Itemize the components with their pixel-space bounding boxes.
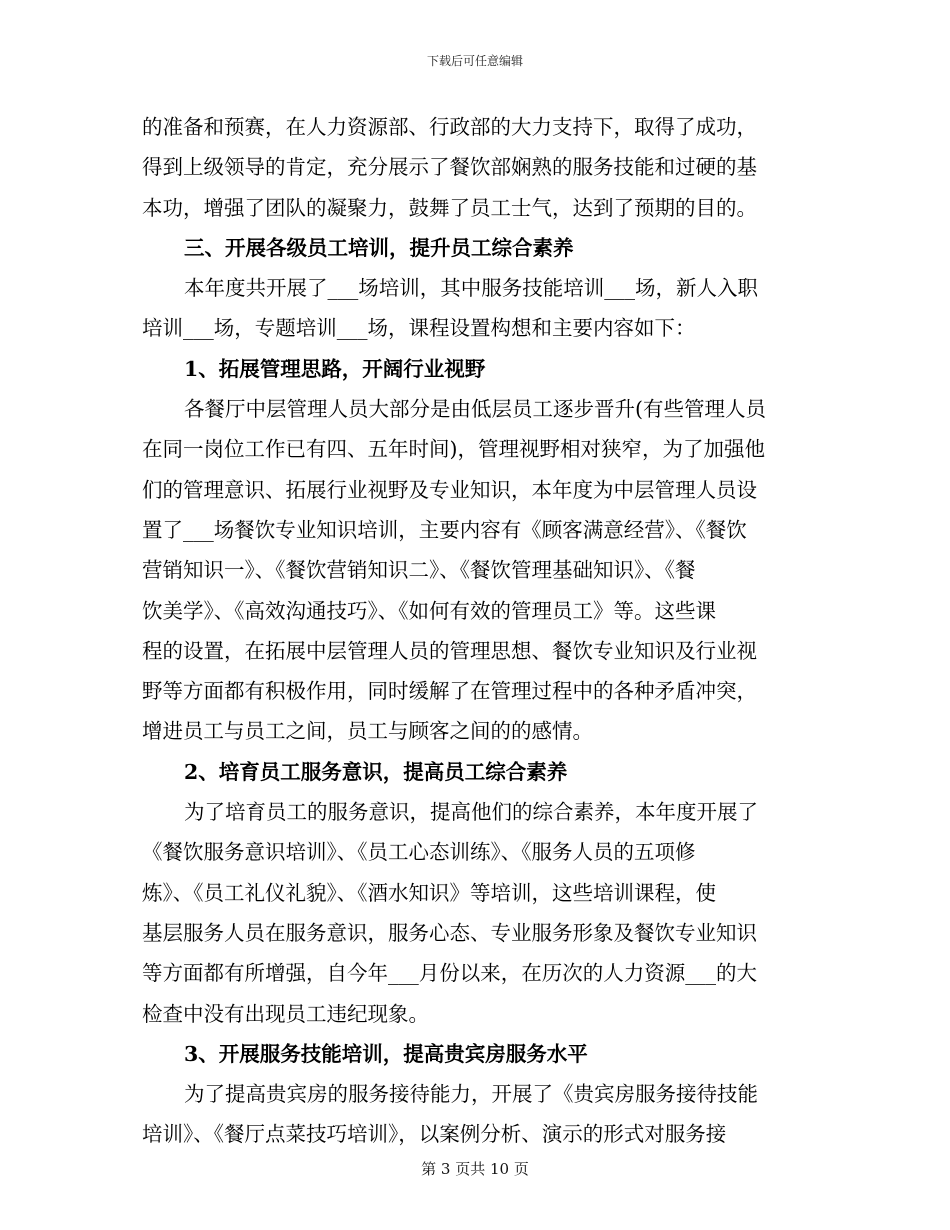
text-line: 等方面都有所增强，自今年___月份以来，在历次的人力资源___的大 (142, 961, 757, 986)
page-header: 下载后可任意编辑 (426, 54, 523, 68)
text-line: 的准备和预赛，在人力资源部、行政部的大力支持下，取得了成功， (142, 115, 757, 139)
text-line: 为了培育员工的服务意识，提高他们的综合素养，本年度开展了 (184, 800, 758, 825)
text-line: 培训___场，专题培训___场，课程设置构想和主要内容如下： (142, 316, 696, 341)
subsection-heading: 2、培育员工服务意识，提高员工综合素养 (184, 759, 568, 784)
text-line: 各餐厅中层管理人员大部分是由低层员工逐步晋升(有些管理人员 (184, 397, 766, 422)
document-body (142, 107, 814, 1155)
text-line: 营销知识一》、《餐饮营销知识二》、《餐饮管理基础知识》、《餐 (142, 558, 696, 583)
text-line: 们的管理意识、拓展行业视野及专业知识，本年度为中层管理人员设 (142, 477, 757, 502)
subsection-heading: 3、开展服务技能培训，提高贵宾房服务水平 (184, 1041, 588, 1066)
text-line: 炼》、《员工礼仪礼貌》、《酒水知识》等培训，这些培训课程，使 (142, 880, 716, 905)
text-line: 得到上级领导的肯定，充分展示了餐饮部娴熟的服务技能和过硬的基 (142, 155, 757, 180)
text-line: 野等方面都有积极作用，同时缓解了在管理过程中的各种矛盾冲突， (142, 679, 757, 704)
text-line: 程的设置，在拓展中层管理人员的管理思想、餐饮专业知识及行业视 (142, 638, 757, 663)
text-line: 置了___场餐饮专业知识培训，主要内容有《顾客满意经营》、《餐饮 (142, 517, 747, 542)
text-line: 本年度共开展了___场培训，其中服务技能培训___场，新人入职 (184, 276, 758, 301)
text-line: 为了提高贵宾房的服务接待能力，开展了《贵宾房服务接待技能 (184, 1082, 758, 1107)
section-heading: 三、开展各级员工培训，提升员工综合素养 (184, 235, 574, 260)
text-line: 培训》、《餐厅点菜技巧培训》，以案例分析、演示的形式对服务接 (142, 1122, 727, 1147)
text-line: 《餐饮服务意识培训》、《员工心态训练》、《服务人员的五项修 (142, 840, 696, 865)
text-line: 检查中没有出现员工违纪现象。 (142, 1001, 429, 1026)
text-line: 基层服务人员在服务意识，服务心态、专业服务形象及餐饮专业知识 (142, 920, 757, 945)
text-line: 饮美学》、《高效沟通技巧》、《如何有效的管理员工》等。这些课 (142, 598, 716, 623)
text-line: 增进员工与员工之间，员工与顾客之间的的感情。 (142, 719, 593, 744)
text-line: 本功，增强了团队的凝聚力，鼓舞了员工士气，达到了预期的目的。 (142, 195, 757, 220)
text-line: 在同一岗位工作已有四、五年时间)，管理视野相对狭窄，为了加强他 (142, 437, 765, 462)
page-footer: 第 3 页共 10 页 (421, 1160, 529, 1178)
subsection-heading: 1、拓展管理思路，开阔行业视野 (184, 356, 486, 381)
